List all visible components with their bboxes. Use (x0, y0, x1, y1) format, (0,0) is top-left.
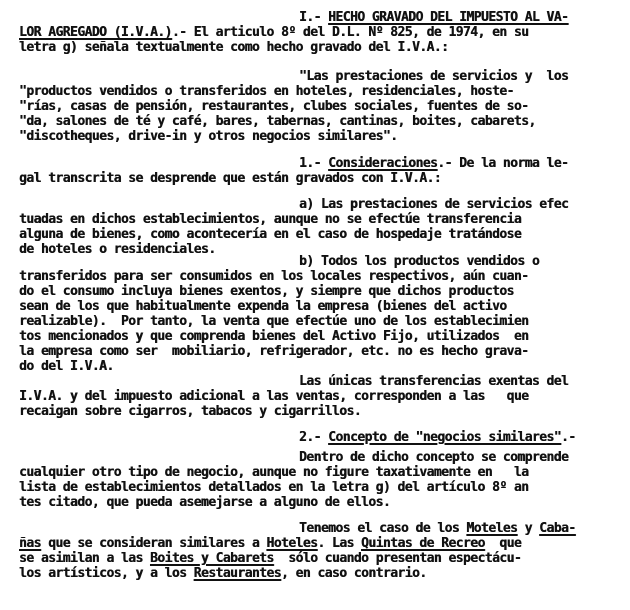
body-line: letra g) señala textualmente como hecho gravado del I.V.A.: (19, 40, 449, 55)
underlined-term-restaurantes: Restaurantes (193, 566, 281, 581)
body-text: Tenemos el caso de los (299, 521, 467, 536)
section-heading-text: HECHO GRAVADO DEL IMPUESTO AL VA- (328, 10, 569, 25)
section-heading-text: LOR AGREGADO (I.V.A.) (19, 25, 172, 40)
paragraph-exentas-line: Las únicas transferencias exentas del (299, 374, 569, 389)
subsection-heading-text: Concepto de "negocios similares" (328, 430, 561, 445)
subsection-heading-line (299, 430, 576, 445)
underlined-term-boites: Boites y Cabarets (149, 551, 274, 566)
subsection-heading-text: Consideraciones (328, 156, 438, 171)
paragraph-tenemos-line (19, 566, 427, 581)
paragraph-exentas-line: I.V.A. y del impuesto adicional a las ventas, corresponden a las que (19, 389, 529, 404)
underlined-term-cabanas: ñas (19, 536, 41, 551)
body-line (19, 25, 528, 40)
quote-line: "productos vendidos o transferidos en hoteles, residenciales, hoste- (19, 84, 514, 99)
body-text: se asimilan a las (19, 551, 150, 566)
paragraph-b-line: sean de los que habitualmente expenda la empresa (bienes del activo (19, 299, 507, 314)
paragraph-dentro-line: lista de establecimientos detallados en la letra g) del artículo 8º an (19, 480, 529, 495)
paragraph-a-line: alguna de bienes, como acontecería en el caso de hospedaje tratándose (19, 227, 522, 242)
paragraph-tenemos-line (299, 521, 576, 536)
body-text: que se consideran similares a (40, 536, 267, 551)
paragraph-exentas-line: recaigan sobre cigarros, tabacos y cigarrillos. (19, 404, 362, 419)
paragraph-dentro-line: tes citado, que pueda asemejarse a alguno de ellos. (19, 495, 391, 510)
subsection-heading-line (299, 156, 568, 171)
underlined-term-moteles: Moteles (466, 521, 518, 536)
subsection-number: 1.- (299, 156, 321, 171)
body-text: . Las (317, 536, 362, 551)
paragraph-tenemos-line (19, 536, 521, 551)
body-text: sólo cuando presentan espectácu- (273, 551, 522, 566)
body-text: que (484, 536, 522, 551)
paragraph-dentro-line: Dentro de dicho concepto se comprende (299, 450, 569, 465)
paragraph-a-line: tuadas en dichos establecimientos, aunque no se efectúe transferencia (19, 212, 522, 227)
paragraph-dentro-line: cualquier otro tipo de negocio, aunque no figure taxativamente en la (19, 465, 529, 480)
body-text: los artísticos, y a los (19, 566, 194, 581)
subsection-number: 2.- (299, 430, 321, 445)
paragraph-b-line: b) Todos los productos vendidos o (299, 254, 540, 269)
heading-tail: .- (560, 430, 576, 445)
paragraph-b-line: do del I.V.A. (19, 359, 114, 374)
underlined-term-hoteles: Hoteles (266, 536, 318, 551)
underlined-term-cabanas: Caba- (539, 521, 576, 536)
quote-line: "da, salones de té y café, bares, tabernas, cantinas, boites, cabarets, (19, 114, 536, 129)
quote-line: "discotheques, drive-in y otros negocios similares". (19, 129, 398, 144)
body-text: .- De la norma le- (437, 156, 569, 171)
paragraph-b-line: do el consumo incluya bienes exentos, y siempre que dichos productos (19, 284, 514, 299)
underlined-term-quintas: Quintas de Recreo (361, 536, 485, 551)
paragraph-tenemos-line (19, 551, 521, 566)
paragraph-b-line: tos mencionados y que comprenda bienes del Activo Fijo, utilizados en (19, 329, 529, 344)
paragraph-a-line: a) Las prestaciones de servicios efec (299, 197, 569, 212)
body-text: .- El articulo 8º del D.L. Nº 825, de 1974, en su (171, 25, 529, 40)
quote-line: "rías, casas de pensión, restaurantes, clubes sociales, fuentes de so- (19, 99, 529, 114)
paragraph-a-line: de hoteles o residenciales. (19, 242, 216, 257)
paragraph-b-line: realizable). Por tanto, la venta que efectúe uno de los establecimien (19, 314, 529, 329)
paragraph-b-line: la empresa como ser mobiliario, refrigerador, etc. no es hecho grava- (19, 344, 529, 359)
section-heading-line-1 (299, 10, 568, 25)
body-text: , en caso contrario. (280, 566, 427, 581)
body-line: gal transcrita se desprende que están gravados con I.V.A.: (19, 171, 442, 186)
quote-line: "Las prestaciones de servicios y los (299, 69, 569, 84)
body-text: y (517, 521, 540, 536)
section-number: I.- (299, 10, 321, 25)
paragraph-b-line: transferidos para ser consumidos en los locales respectivos, aún cuan- (19, 269, 529, 284)
